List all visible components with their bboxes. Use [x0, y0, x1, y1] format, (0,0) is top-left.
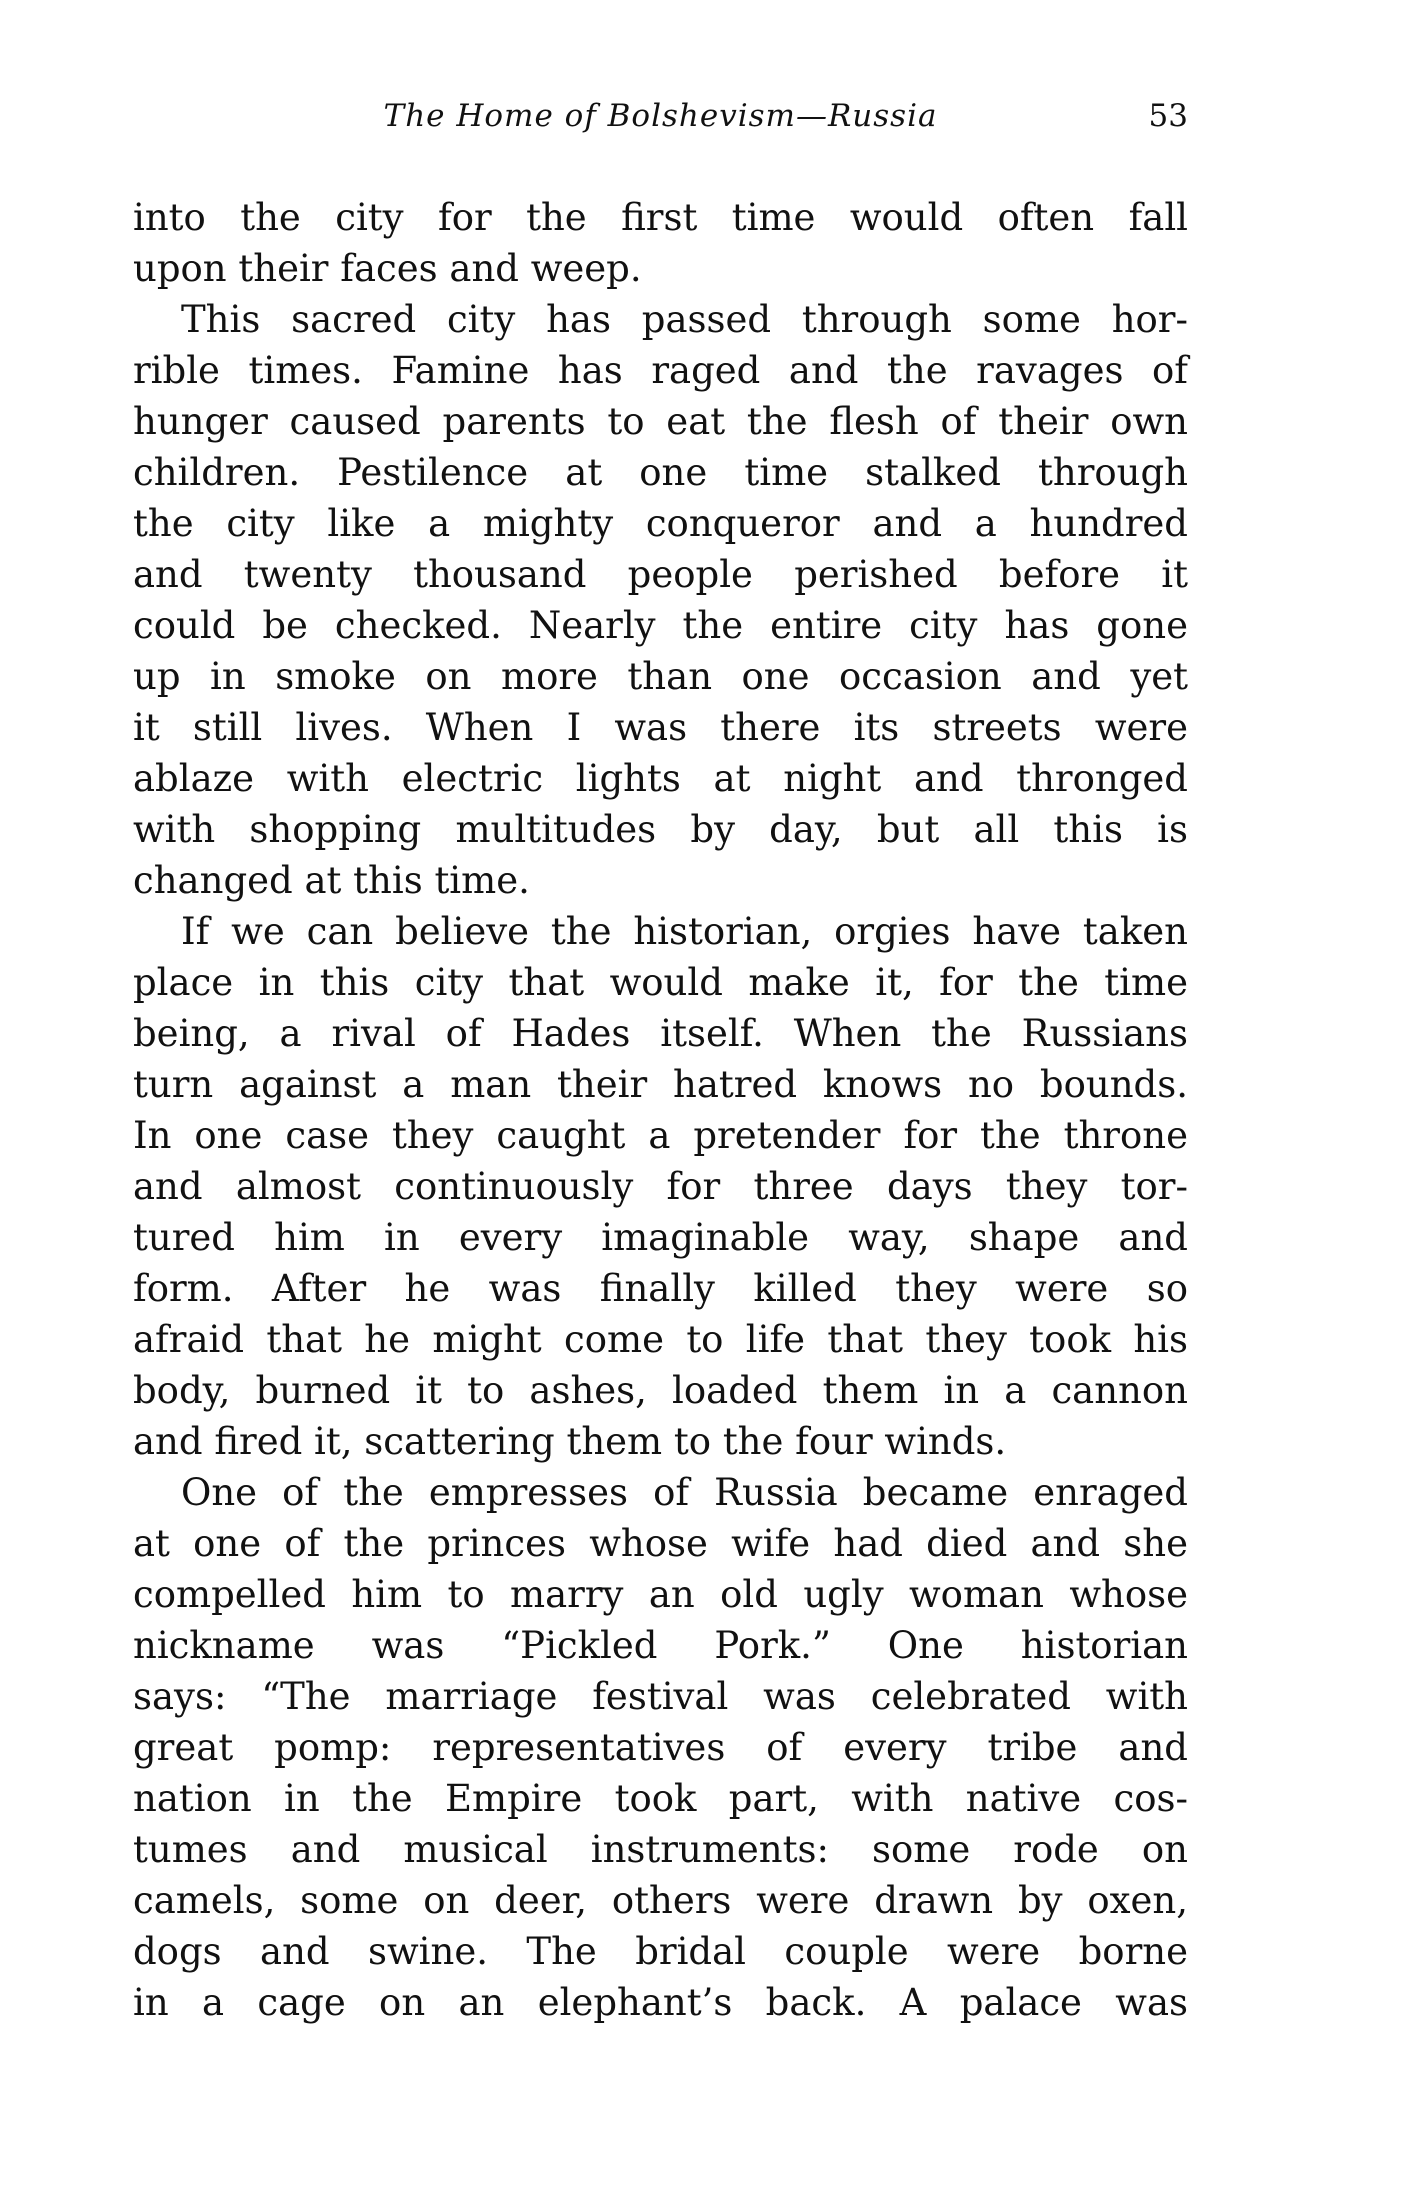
- text-line: children. Pestilence at one time stalked through: [133, 451, 1188, 494]
- text-line: turn against a man their hatred knows no bounds.: [133, 1063, 1188, 1106]
- text-line: In one case they caught a pretender for the throne: [133, 1114, 1188, 1157]
- text-line: with shopping multitudes by day, but all this is: [133, 808, 1188, 851]
- text-line: This sacred city has passed through some hor-: [181, 298, 1188, 341]
- text-line: compelled him to marry an old ugly woman whose: [133, 1573, 1188, 1616]
- text-line: changed at this time.: [133, 859, 530, 902]
- text-line: and almost continuously for three days they tor-: [133, 1165, 1188, 1208]
- text-line: ablaze with electric lights at night and thronged: [133, 757, 1188, 800]
- text-line: upon their faces and weep.: [133, 247, 642, 290]
- text-line: at one of the princes whose wife had died and she: [133, 1522, 1188, 1565]
- text-line: into the city for the first time would often fall: [133, 196, 1188, 239]
- text-line: dogs and swine. The bridal couple were borne: [133, 1930, 1188, 1973]
- text-line: the city like a mighty conqueror and a hundred: [133, 502, 1188, 545]
- text-line: tumes and musical instruments: some rode on: [133, 1828, 1188, 1871]
- body-text: [133, 192, 1188, 2028]
- page-number: 53: [1148, 98, 1188, 134]
- text-line: hunger caused parents to eat the flesh of their own: [133, 400, 1188, 443]
- text-line: in a cage on an elephant’s back. A palace was: [133, 1981, 1188, 2024]
- text-line: tured him in every imaginable way, shape and: [133, 1216, 1188, 1259]
- text-line: nation in the Empire took part, with native cos-: [133, 1777, 1188, 1820]
- text-line: One of the empresses of Russia became enraged: [181, 1471, 1188, 1514]
- text-line: form. After he was finally killed they were so: [133, 1267, 1188, 1310]
- text-line: says: “The marriage festival was celebrated with: [133, 1675, 1188, 1718]
- text-line: place in this city that would make it, for the time: [133, 961, 1188, 1004]
- text-line: body, burned it to ashes, loaded them in a cannon: [133, 1369, 1188, 1412]
- text-line: nickname was “Pickled Pork.” One historian: [133, 1624, 1188, 1667]
- running-title: The Home of Bolshevism—Russia: [383, 98, 938, 134]
- text-line: and twenty thousand people perished before it: [133, 553, 1188, 596]
- text-line: afraid that he might come to life that they took his: [133, 1318, 1188, 1361]
- text-line: rible times. Famine has raged and the ravages of: [133, 349, 1188, 392]
- text-line: If we can believe the historian, orgies have taken: [181, 910, 1188, 953]
- text-line: could be checked. Nearly the entire city has gone: [133, 604, 1188, 647]
- text-line: it still lives. When I was there its streets were: [133, 706, 1188, 749]
- text-line: great pomp: representatives of every tribe and: [133, 1726, 1188, 1769]
- text-line: and fired it, scattering them to the four winds.: [133, 1420, 1007, 1463]
- text-line: camels, some on deer, others were drawn by oxen,: [133, 1879, 1188, 1922]
- running-head: [133, 98, 1188, 154]
- text-line: up in smoke on more than one occasion and yet: [133, 655, 1188, 698]
- text-line: being, a rival of Hades itself. When the Russians: [133, 1012, 1188, 1055]
